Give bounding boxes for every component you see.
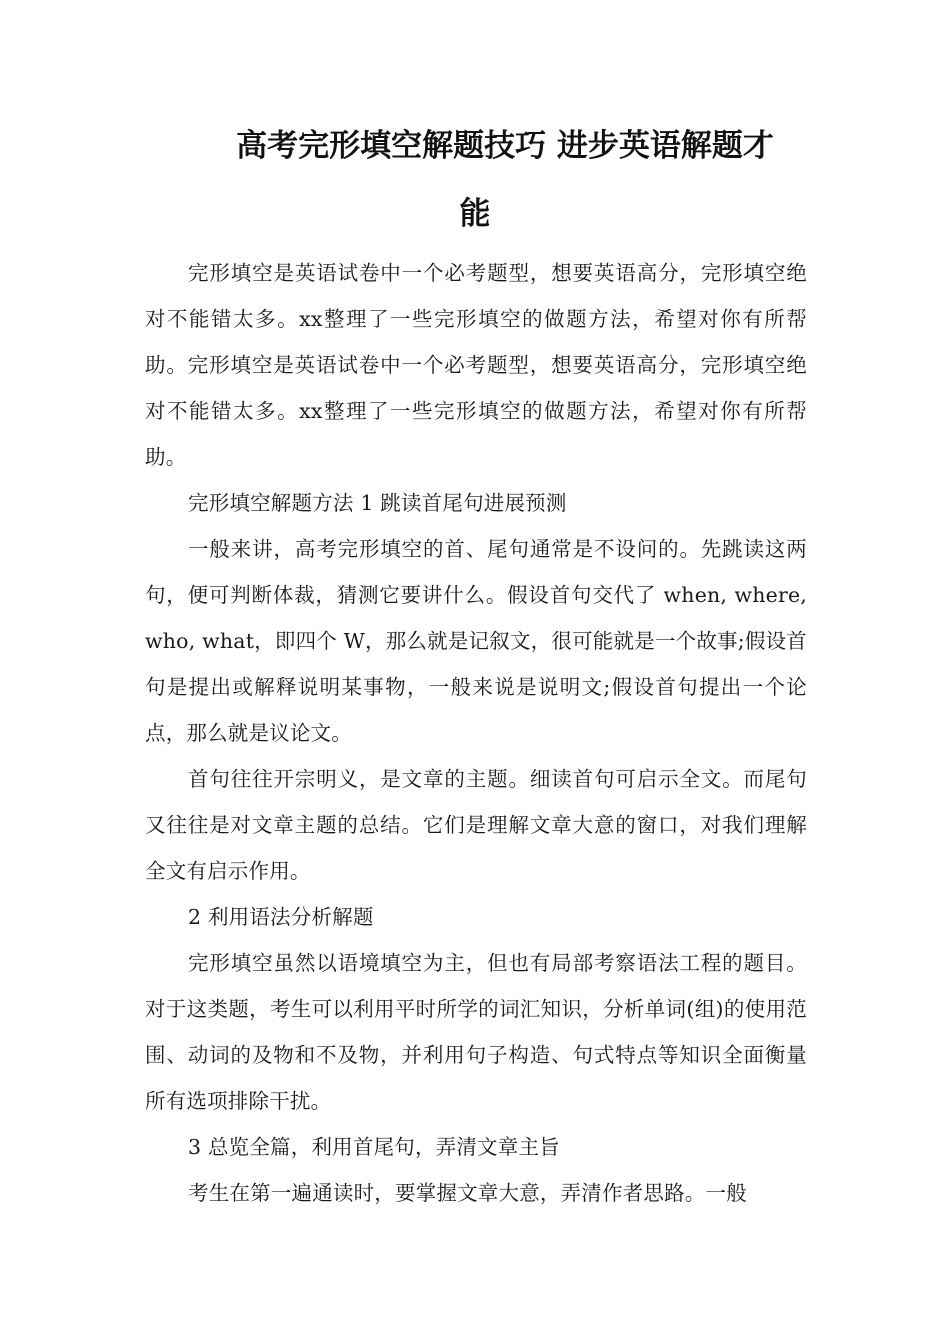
document-title-line2: 能 [459, 196, 491, 232]
paragraph-method-2-body: 完形填空虽然以语境填空为主，但也有局部考察语法工程的题目。对于这类题，考生可以利用平时所学的词汇知识，分析单词(组)的使用范围、动词的及物和不及物，并利用句子构造、句式特点等知识全面衡量所有选项排除干扰。 [145, 951, 807, 1113]
paragraph-method-1-detail: 首句往往开宗明义，是文章的主题。细读首句可启示全文。而尾句又往往是对文章主题的总结。它们是理解文章大意的窗口，对我们理解全文有启示作用。 [145, 767, 807, 883]
paragraph-method-1-body: 一般来讲，高考完形填空的首、尾句通常是不设问的。先跳读这两句，便可判断体裁，猜测它要讲什么。假设首句交代了 when, where, who, what，即四个 W，那么就是记叙文，很可能就是一个故事;假设首句是提出或解释说明某事物，一般来说是说明文;假设首句提出一个论点，那么就是议论文。 [145, 537, 807, 745]
document-title-line1: 高考完形填空解题技巧 进步英语解题才 [236, 128, 774, 164]
paragraph-method-3-body: 考生在第一遍通读时，要掌握文章大意，弄清作者思路。一般 [188, 1181, 747, 1205]
document-body [145, 250, 807, 1216]
paragraph-intro: 完形填空是英语试卷中一个必考题型，想要英语高分，完形填空绝对不能错太多。xx整理了一些完形填空的做题方法，希望对你有所帮助。完形填空是英语试卷中一个必考题型，想要英语高分，完形填空绝对不能错太多。xx整理了一些完形填空的做题方法，希望对你有所帮助。 [145, 261, 807, 469]
paragraph-method-1-heading: 完形填空解题方法 1 跳读首尾句进展预测 [188, 491, 567, 515]
paragraph-method-3-heading: 3 总览全篇，利用首尾句，弄清文章主旨 [188, 1135, 560, 1159]
paragraph-method-2-heading: 2 利用语法分析解题 [188, 905, 374, 929]
